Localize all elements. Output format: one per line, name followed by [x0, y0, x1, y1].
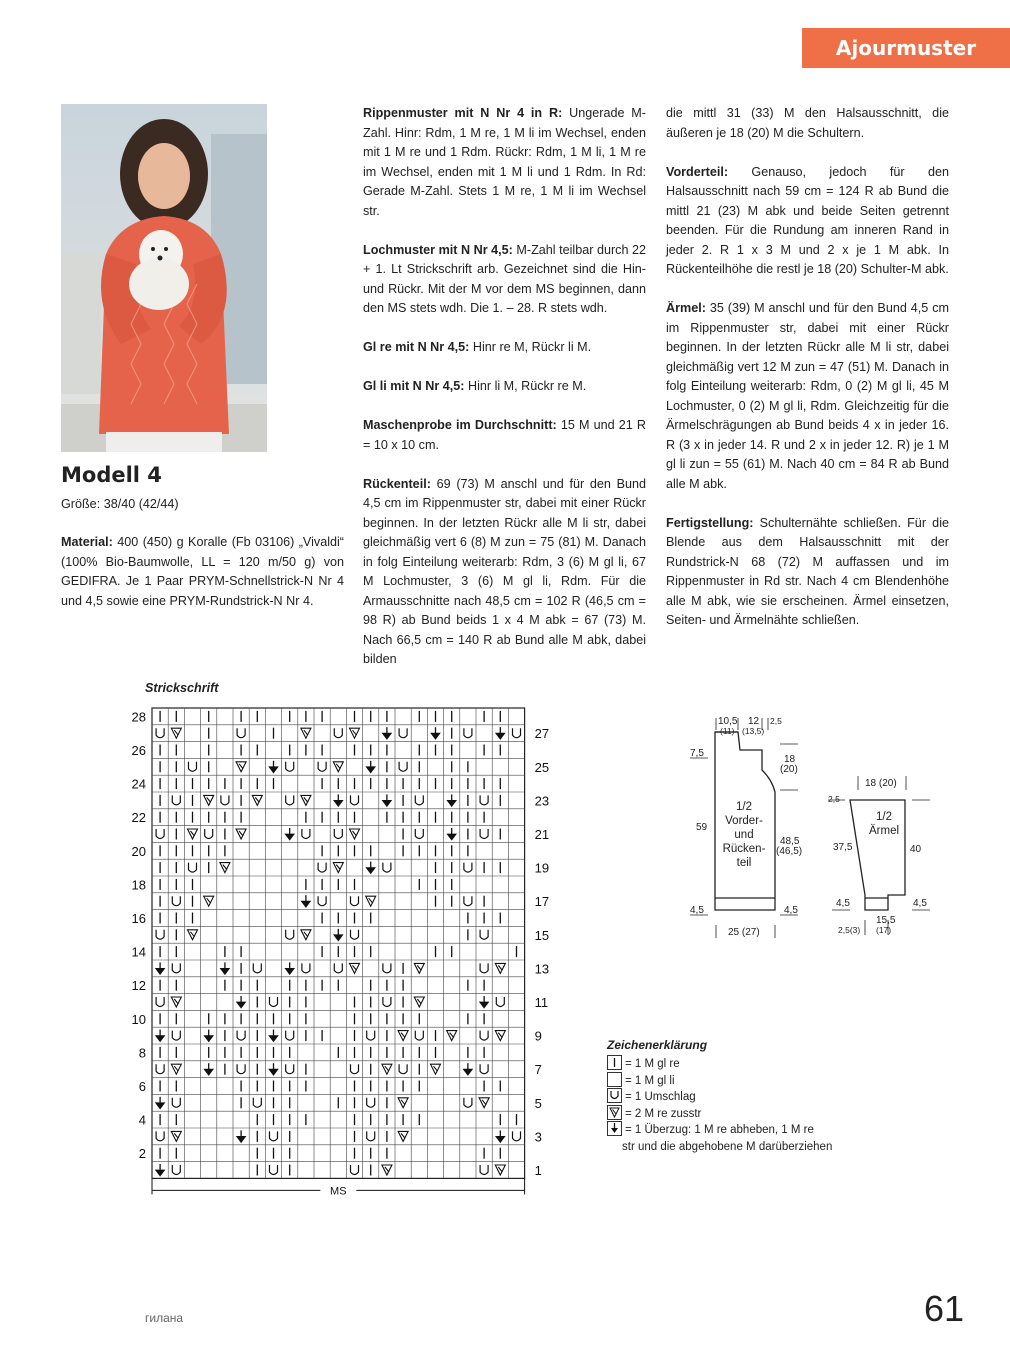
instruction-label: Gl li mit N Nr 4,5:	[363, 379, 465, 393]
row-number-left: 28	[131, 709, 146, 725]
legend-text: = 1 Umschlag	[625, 1091, 696, 1103]
dim-shoulder: 18	[784, 754, 796, 765]
row-number-left: 16	[131, 911, 146, 926]
legend-symbol	[607, 1105, 622, 1120]
instruction-paragraph	[666, 104, 949, 143]
row-number-right: 23	[534, 793, 550, 809]
row-number-left: 4	[138, 1112, 146, 1128]
sleeve-label-line: Ärmel	[868, 825, 900, 837]
body-label	[723, 801, 766, 869]
row-number-left: 8	[138, 1045, 146, 1061]
model-photo	[61, 104, 267, 452]
legend-text: = 1 M gl re	[625, 1058, 680, 1070]
legend-item	[607, 1073, 675, 1089]
row-number-left: 10	[131, 1011, 146, 1027]
legend-symbol	[607, 1055, 622, 1070]
legend-title: Zeichenerklärung	[607, 1038, 708, 1052]
legend-item	[607, 1056, 680, 1072]
legend-item	[607, 1089, 696, 1105]
row-number-right: 7	[534, 1062, 542, 1078]
instruction-text: Hinr li M, Rückr re M.	[464, 379, 587, 393]
instruction-text: Hinr re M, Rückr li M.	[469, 340, 592, 354]
row-number-left: 22	[131, 810, 146, 826]
body-label-line: und	[734, 829, 754, 841]
instruction-text: 35 (39) M anschl und für den Bund 4,5 cm im Rippenmuster str, dabei mit einer Rückr beginnen. In der letzten Rückr alle M li str, dabei gleichmäßig vert 12 M zun = 47 (51) M. Danach in folg Einteilung weiterarb: Rdm, 0 (2) M gl li, 45 M Lochmuster, 0 (2) M gl li, Rdm. Gleichzeitig für die Ärmelschrägungen ab Bund beids 4 x in jeder 16. R (3 x in jeder 14. R und 2 x in jeder 12. R) je 1 M gl li zun = 55 (61) M. Nach 40 cm = 84 R ab Bund alle M abk.	[666, 301, 949, 491]
section-badge: Ajourmuster	[802, 28, 1010, 68]
instruction-label: Fertigstellung:	[666, 515, 754, 530]
model-photo-illustration	[61, 104, 267, 452]
dim-neck-depth: 7,5	[690, 748, 704, 759]
instruction-paragraph	[363, 416, 646, 455]
instruction-label: Rückenteil:	[363, 476, 431, 491]
instruction-label: Lochmuster mit N Nr 4,5:	[363, 242, 513, 257]
material-paragraph	[61, 533, 344, 611]
page-number: 61	[923, 1288, 964, 1329]
dim-armhole: 48,5	[780, 836, 800, 847]
sleeve-dim-rib-left: 4,5	[836, 898, 850, 909]
sleeve-label	[869, 811, 899, 837]
dim-shoulder2: (20)	[780, 764, 798, 775]
instruction-paragraph	[666, 514, 949, 631]
model-title: Modell 4	[61, 463, 162, 487]
instruction-paragraph	[363, 104, 646, 221]
instruction-paragraph	[363, 475, 646, 670]
instruction-text: Schulternähte schließen. Für die Blende aus dem Halsausschnitt mit der Rundstrick-N 68 (72) M auffassen und im Rippenmuster in Rd str. Nach 4 cm Blendenhöhe alle M abk, wie sie erscheinen. Ärmel einsetzen, Seiten- und Ärmelnähte schließen.	[666, 515, 949, 627]
instructions-column-2	[363, 104, 646, 689]
row-number-left: 18	[131, 877, 146, 893]
legend-item	[607, 1122, 814, 1138]
row-number-right: 5	[534, 1095, 542, 1111]
instruction-paragraph	[363, 338, 646, 358]
sleeve-dim-height-right: 40	[910, 844, 922, 855]
footer-brand: гилана	[145, 1311, 184, 1325]
legend-symbol	[607, 1121, 622, 1136]
dim-rib-left: 4,5	[690, 905, 704, 916]
row-number-right: 3	[534, 1129, 542, 1145]
row-number-left: 12	[131, 978, 146, 994]
sleeve-dim-top-left: 2,5	[828, 794, 840, 804]
body-label-line: Rücken-	[722, 843, 766, 855]
row-number-right: 25	[534, 759, 550, 775]
row-number-right: 27	[534, 726, 550, 742]
sleeve-dim-top: 18 (20)	[865, 778, 897, 789]
sleeve-dim-bottom: 15,5	[876, 915, 896, 926]
ms-label: MS	[330, 1185, 347, 1198]
instruction-text: Genauso, jedoch für den Halsausschnitt nach 59 cm = 124 R ab Bund die mittl 21 (23) M abk und beide Seiten getrennt beenden. Für die Rundung am inneren Rand in jeder 2. R 1 x 3 M und 2 x je 1 M abk. In Rückenteilhöhe die restl je 18 (20) Schulter-M abk.	[666, 164, 949, 276]
dim-top-b: 12	[748, 716, 760, 727]
sleeve-dim-rib-right: 4,5	[913, 898, 927, 909]
row-number-right: 15	[534, 927, 550, 943]
row-number-left: 20	[131, 843, 146, 859]
material-text: 400 (450) g Koralle (Fb 03106) „Vivaldi“ (100% Bio-Baumwolle, LL = 120 m/50 g) von GEDIFRA. Je 1 Paar PRYM-Schnellstrick-N Nr 4 und 4,5 sowie eine PRYM-Rundstrick-N Nr 4.	[61, 535, 344, 608]
dim-top-b2: (13,5)	[742, 726, 765, 736]
legend-text: = 1 M gl li	[625, 1074, 675, 1087]
dim-top-a: 10,5	[718, 716, 738, 727]
row-number-left: 14	[131, 944, 146, 960]
material-label: Material:	[61, 535, 113, 549]
body-label-line: teil	[736, 857, 752, 869]
instruction-paragraph	[666, 299, 949, 494]
knitting-chart	[110, 700, 570, 1205]
sleeve-label-line: 1/2	[876, 811, 892, 823]
instruction-paragraph	[666, 163, 949, 280]
instruction-text: Ungerade M-Zahl. Hinr: Rdm, 1 M re, 1 M li im Wechsel, enden mit 1 M re und 1 Rdm. Rückr: Rdm, 1 M li, 1 M re im Wechsel, enden mit 1 M li und 1 Rdm. In Rd: Gerade M-Zahl. Stets 1 M re, 1 M li im Wechsel str.	[363, 106, 646, 218]
legend-text: = 2 M re zusstr	[625, 1107, 702, 1120]
row-number-right: 1	[534, 1163, 542, 1178]
dim-width: 25 (27)	[728, 927, 760, 938]
row-number-right: 21	[534, 827, 550, 842]
instruction-text: 15 M und 21 R = 10 x 10 cm.	[363, 418, 646, 452]
legend-continuation: str und die abgehobene M darüberziehen	[622, 1140, 833, 1153]
instruction-label: Ärmel:	[666, 301, 706, 315]
legend-text: = 1 Überzug: 1 M re abheben, 1 M re	[625, 1124, 814, 1136]
instruction-label: Gl re mit N Nr 4,5:	[363, 340, 470, 354]
row-number-right: 13	[534, 961, 550, 977]
instruction-paragraph	[363, 241, 646, 319]
row-number-left: 6	[138, 1079, 146, 1094]
dim-armhole2: (46,5)	[776, 846, 803, 857]
row-number-right: 11	[534, 995, 549, 1010]
dim-top-c: 2,5	[770, 716, 782, 726]
row-number-left: 26	[131, 743, 146, 758]
instruction-text: M-Zahl teilbar durch 22 + 1. Lt Strickschrift arb. Gezeichnet sind die Hin- und Rückr. Mit der M vor dem MS beginnen, dann den MS stets wdh. Die 1. – 28. R stets wdh.	[363, 242, 646, 315]
row-number-right: 19	[534, 860, 550, 876]
row-number-right: 17	[534, 894, 550, 910]
instruction-text: die mittl 31 (33) M den Halsausschnitt, die äußeren je 18 (20) M die Schultern.	[666, 106, 949, 140]
legend-symbol	[607, 1088, 622, 1103]
dim-top-a2: (11)	[720, 726, 735, 736]
row-number-left: 2	[138, 1146, 146, 1162]
body-label-line: 1/2	[736, 801, 752, 813]
sleeve-dim-bottom-left: 2,5(3)	[838, 925, 861, 935]
chart-title: Strickschrift	[145, 681, 219, 695]
instruction-label: Vorderteil:	[666, 164, 729, 179]
dim-rib-right: 4,5	[784, 905, 798, 916]
row-number-left: 24	[131, 776, 146, 792]
dim-height: 59	[696, 822, 708, 833]
instruction-label: Maschenprobe im Durchschnitt:	[363, 418, 557, 432]
sleeve-dim-height-left: 37,5	[833, 842, 853, 853]
instruction-label: Rippenmuster mit N Nr 4 in R:	[363, 106, 563, 120]
garment-schematic	[680, 710, 950, 950]
instruction-paragraph	[363, 377, 646, 397]
sleeve-dim-bottom2: (17)	[876, 925, 892, 935]
legend-symbol	[607, 1072, 622, 1087]
instruction-text: 69 (73) M anschl und für den Bund 4,5 cm im Rippenmuster str, dabei mit einer Rückr beginnen. In der letzten Rückr alle M li str, dabei gleichmäßig vert 6 (8) M zun = 75 (81) M. Danach in folg Einteilung weiterarb: Rdm, 3 (6) M gl li, 67 M Lochmuster, 3 (6) M gl li, Rdm. Für die Armausschnitte nach 48,5 cm = 102 R (46,5 cm = 98 R) ab Bund beids 1 x 4 M abk = 67 (73) M. Nach 66,5 cm = 140 R ab Bund alle M abk, dabei bilden	[363, 476, 646, 666]
body-label-line: Vorder-	[725, 815, 763, 827]
row-number-right: 9	[534, 1028, 542, 1044]
legend-item	[607, 1106, 701, 1122]
instructions-column-3	[666, 104, 949, 650]
model-size: Größe: 38/40 (42/44)	[61, 497, 179, 511]
